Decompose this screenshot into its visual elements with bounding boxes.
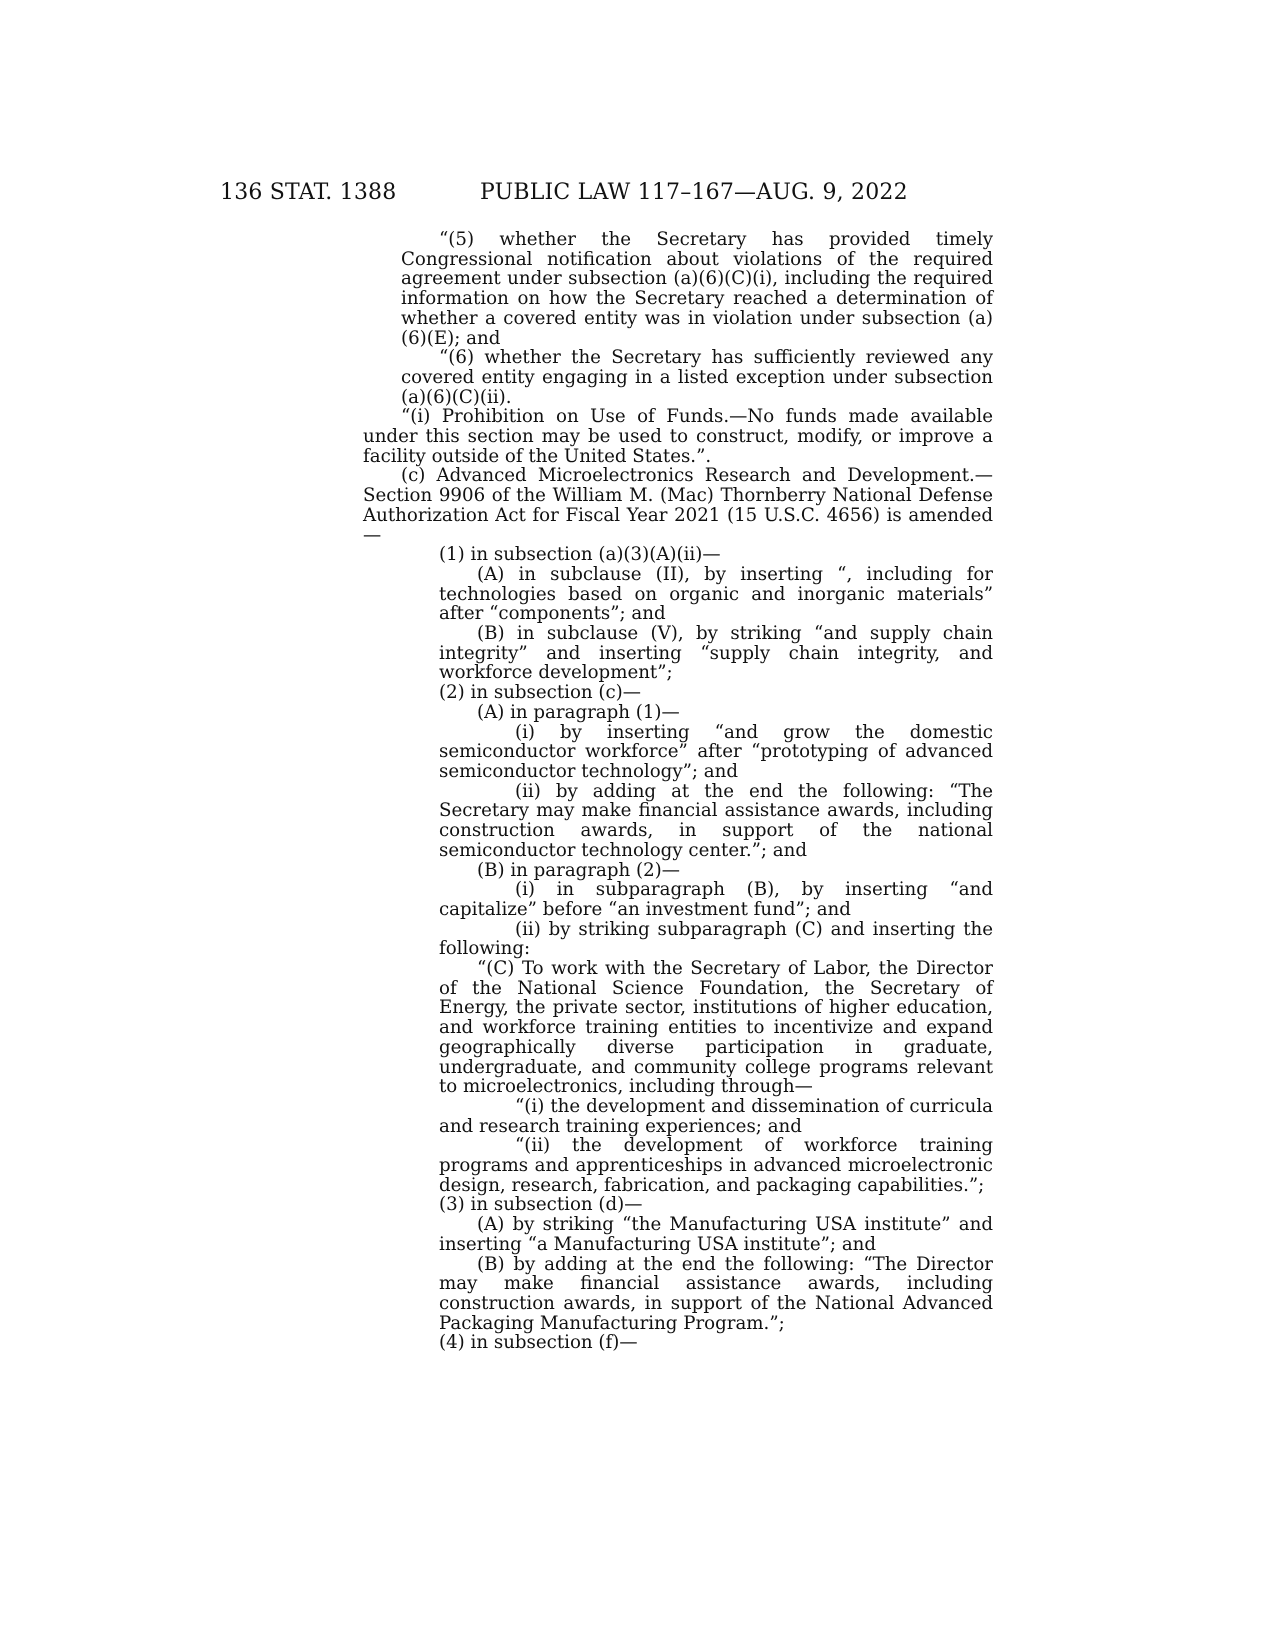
paragraph: (B) in subclause (V), by striking “and supply chain integrity” and inserting “supply chain integrity, and workforce development”; — [439, 623, 993, 684]
paragraph: (ii) by adding at the end the following: “The Secretary may make financial assistance awards, including construction awards, in support of the national semiconductor technology center.”; and — [439, 780, 993, 861]
paragraph: (2) in subsection (c)— — [439, 682, 641, 704]
paragraph: (i) in subparagraph (B), by inserting “and capitalize” before “an investment fund”; and — [439, 879, 993, 920]
paragraph: (ii) by striking subparagraph (C) and inserting the following: — [439, 918, 993, 960]
paragraph: “(6) whether the Secretary has sufficiently reviewed any covered entity engaging in a listed exception under subsection (a)(6)(C)(ii). — [401, 347, 993, 408]
section-heading-paragraph: (c) Advanced Microelectronics Research and Development.—Section 9906 of the William M. (Mac) Thornberry National Defense Authorization Act for Fiscal Year 2021 (15 U.S.C. 4656) is amended— — [363, 465, 993, 546]
law-title: PUBLIC LAW 117–167—AUG. 9, 2022 — [480, 180, 908, 205]
paragraph: (1) in subsection (a)(3)(A)(ii)— — [439, 544, 721, 566]
paragraph: (4) in subsection (f)— — [439, 1332, 638, 1354]
paragraph: (A) in subclause (II), by inserting “, including for technologies based on organic and inorganic materials” after “components”; and — [439, 563, 993, 625]
paragraph: (A) by striking “the Manufacturing USA institute” and inserting “a Manufacturing USA institute”; and — [439, 1214, 993, 1255]
paragraph: (A) in paragraph (1)— — [477, 701, 680, 723]
statute-text — [363, 230, 993, 1353]
paragraph: “(ii) the development of workforce training programs and apprenticeships in advanced microelectronic design, research, fabrication, and packaging capabilities.”; — [439, 1135, 993, 1196]
paragraph: (3) in subsection (d)— — [439, 1194, 643, 1216]
statute-citation: 136 STAT. 1388 — [220, 180, 397, 205]
paragraph: (B) in paragraph (2)— — [477, 859, 680, 881]
paragraph: “(i) the development and dissemination of curricula and research training experiences; and — [439, 1095, 993, 1137]
paragraph: “(C) To work with the Secretary of Labor, the Director of the National Science Foundation, the Secretary of Energy, the private sector, institutions of higher education, and workforce training entities to incentivize and expand geographically diverse participation in graduate, undergraduate, and community college programs relevant to microelectronics, including through— — [439, 958, 993, 1098]
paragraph: (B) by adding at the end the following: “The Director may make financial assistance awards, including construction awards, in support of the National Advanced Packaging Manufacturing Program.”; — [439, 1253, 993, 1334]
paragraph: (i) by inserting “and grow the domestic semiconductor workforce” after “prototyping of advanced semiconductor technology”; and — [439, 721, 993, 782]
section-heading-paragraph: “(i) Prohibition on Use of Funds.—No funds made available under this section may be used to construct, modify, or improve a facility outside of the United States.”. — [363, 406, 993, 467]
page-header — [220, 180, 1020, 214]
paragraph: “(5) whether the Secretary has provided timely Congressional notification about violations of the required agreement under subsection (a)(6)(C)(i), including the required information on how the Secretary reached a determination of whether a covered entity was in violation under subsection (a)(6)(E); and — [401, 229, 993, 349]
